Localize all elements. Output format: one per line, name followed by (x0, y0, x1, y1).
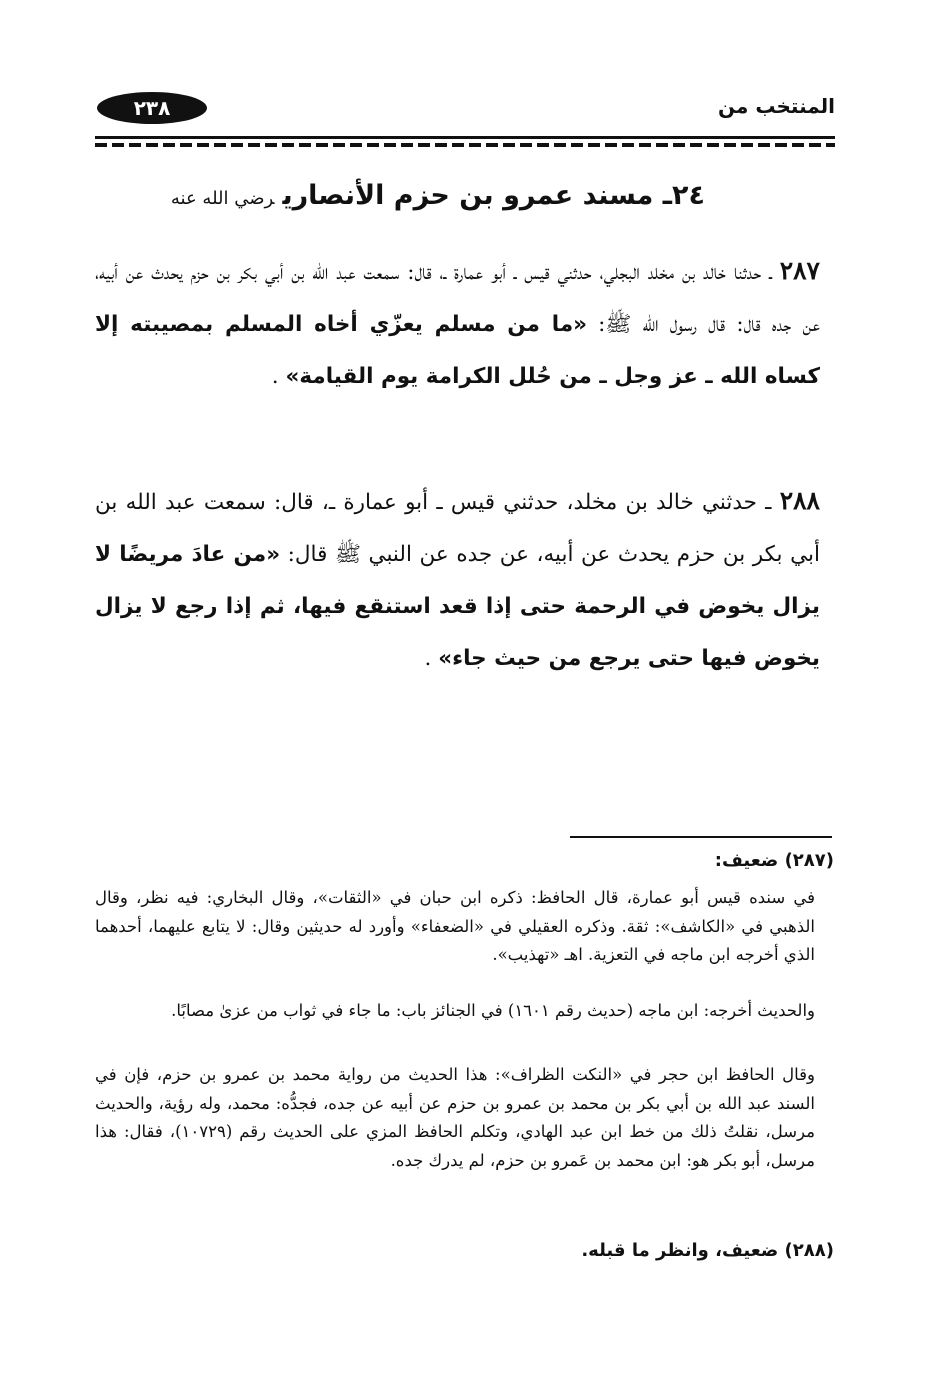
footnote-separator (570, 836, 832, 838)
hadith-288 (95, 475, 820, 685)
honorific-ligature: رضي الله عنه (170, 188, 275, 209)
footnote-paragraph: في سنده قيس أبو عمارة، قال الحافظ: ذكره ابن حبان في «الثقات»، وقال البخاري: فيه نظر، وقال الذهبي في «الكاشف»: ثقة. وذكره العقيلي في «الضعفاء» وأورد له حديثين وقال: لا يتابع عليهما، أحدهما الذي أخرجه ابن ماجه في التعزية. اهـ «تهذيب». (95, 888, 815, 964)
hadith-number: ٢٨٨ (779, 486, 820, 515)
footnote-paragraph: والحديث أخرجه: ابن ماجه (حديث رقم ١٦٠١) في الجنائز باب: ما جاء في ثواب من عزىٰ مصابًا. (171, 1001, 815, 1020)
footnote-288: (٢٨٨) ضعيف، وانظر ما قبله. (581, 1240, 834, 1261)
hadith-end: . (271, 364, 286, 389)
hadith-end: . (424, 646, 439, 671)
hadith-isnad: ـ حدثنا خالد بن مخلد البجلي، حدثني قيس ـ أبو عمارة ـ، قال: سمعت عبد الله بن أبي بكر بن حزم يحدث عن أبيه، عن جده قال: قال رسول الله ﷺ: (95, 260, 820, 337)
chapter-heading (95, 180, 705, 211)
book-title: المنتخب من (717, 94, 835, 118)
header-dashed-rule (95, 143, 835, 147)
chapter-title: ٢٤ـ مسند عمرو بن حزم الأنصاري (282, 180, 705, 211)
hadith-matn: «من عادَ مريضًا لا يزال يخوض في الرحمة حتى إذا قعد استنقع فيها، ثم إذا رجع لا يزال يخوض فيها حتى يرجع من حيث جاء» (95, 542, 820, 671)
footnote-287-heading: (٢٨٧) ضعيف: (714, 850, 834, 871)
hadith-287 (95, 245, 820, 403)
footnote-paragraph: وقال الحافظ ابن حجر في «النكت الظراف»: هذا الحديث من رواية محمد بن عمرو بن حزم، فإن في السند عبد الله بن أبي بكر بن محمد بن عمرو بن حزم عن أبيه عن جده، فجدُّه: محمد، وله رؤية، والحديث مرسل، نقلتُ ذلك من خط ابن عبد الهادي، وتكلم الحافظ المزي على الحديث رقم (١٠٧٢٩)، فقال: هذا مرسل، أبو بكر هو: ابن محمد بن عَمرو بن حزم، لم يدرك جده. (95, 1065, 815, 1170)
hadith-isnad: ـ حدثني خالد بن مخلد، حدثني قيس ـ أبو عمارة ـ، قال: سمعت عبد الله بن أبي بكر بن حزم يحدث عن أبيه، عن جده عن النبي ﷺ قال: (95, 490, 820, 567)
hadith-number: ٢٨٧ (779, 256, 820, 285)
hadith-matn: «ما من مسلم يعزّي أخاه المسلم بمصيبته إلا كساه الله ـ عز وجل ـ من حُلل الكرامة يوم القيامة» (95, 312, 820, 389)
page-number-badge: ٢٣٨ (97, 92, 207, 124)
header-rule (95, 136, 835, 139)
running-header (95, 88, 835, 128)
